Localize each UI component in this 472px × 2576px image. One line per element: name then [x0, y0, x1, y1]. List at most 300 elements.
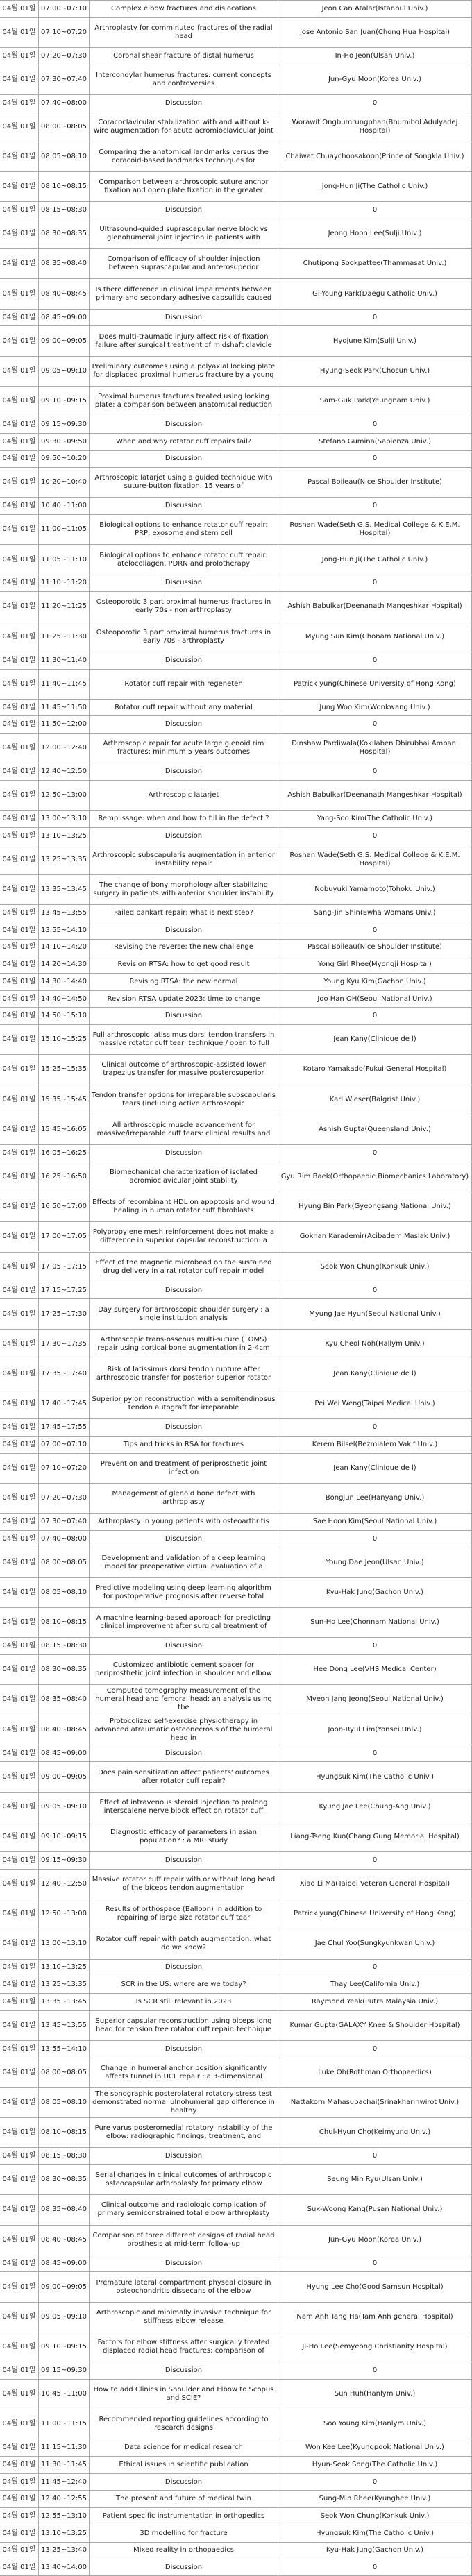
session-title: Diagnostic efficacy of parameters in asian population? : a MRI study — [89, 1822, 278, 1852]
session-date: 04월 01일 — [2, 1802, 36, 1811]
session-row — [0, 904, 472, 922]
session-row — [0, 544, 472, 574]
session-date: 04월 01일 — [2, 2235, 36, 2244]
session-speaker: Roshan Wade(Seth G.S. Medical College & K.E.M. Hospital) — [278, 845, 472, 874]
session-time: 17:40~17:45 — [38, 1389, 89, 1418]
session-title: Effect of the magnetic microbead on the sustained drug delivery in a rat rotator cuff repair model — [89, 1253, 278, 1282]
session-row — [0, 0, 472, 17]
session-title: Discussion — [89, 2559, 278, 2576]
session-speaker: 0 — [278, 1008, 472, 1024]
session-row — [0, 47, 472, 65]
session-speaker: Chul-Hyun Cho(Keimyung Univ.) — [278, 2118, 472, 2147]
session-speaker: Karl Wieser(Balgrist Univ.) — [278, 1085, 472, 1115]
session-title: Risk of latissimus dorsi tendon rupture after arthroscopic transfer for posterior superior rotator — [89, 1359, 278, 1389]
session-row — [0, 1548, 472, 1577]
session-date: 04월 01일 — [2, 2512, 36, 2520]
session-time: 08:00~08:05 — [38, 112, 89, 142]
session-title: Comparison of three different designs of radial head prosthesis at mid-term follow-up — [89, 2226, 278, 2255]
session-date: 04월 01일 — [2, 1494, 36, 1502]
session-speaker: 0 — [278, 2362, 472, 2379]
session-title: Discussion — [89, 2362, 278, 2379]
session-row — [0, 1282, 472, 1299]
session-row — [0, 845, 472, 874]
session-row — [0, 827, 472, 845]
session-date: 04월 01일 — [2, 977, 36, 985]
session-row — [0, 939, 472, 956]
session-title: Full arthroscopic latissimus dorsi tendon transfers in massive rotator cuff tear: technique / open to full — [89, 1025, 278, 1054]
session-speaker: 0 — [278, 716, 472, 733]
session-title: Discussion — [89, 310, 278, 326]
session-date: 04월 01일 — [2, 831, 36, 840]
session-speaker: Ji-Ho Lee(Semyeong Christianity Hospital) — [278, 2332, 472, 2362]
session-title: Failed bankart repair: what is next step? — [89, 905, 278, 922]
session-row — [0, 2409, 472, 2439]
session-date: 04월 01일 — [2, 1749, 36, 1757]
session-date: 04월 01일 — [2, 1997, 36, 2006]
session-title: Discussion — [89, 498, 278, 514]
session-speaker: Stefano Gumina(Sapienza Univ.) — [278, 434, 472, 450]
session-time: 07:40~08:00 — [38, 95, 89, 112]
session-date: 04월 01일 — [2, 994, 36, 1003]
session-date: 04월 01일 — [2, 1940, 36, 1948]
session-title: Discussion — [89, 1531, 278, 1548]
session-title: Discussion — [89, 416, 278, 433]
session-row — [0, 652, 472, 669]
session-date: 04월 01일 — [2, 2389, 36, 2398]
session-time: 11:15~11:30 — [38, 2439, 89, 2456]
session-time: 13:55~14:10 — [38, 2041, 89, 2058]
session-speaker: Raymond Yeak(Putra Malaysia Univ.) — [278, 1994, 472, 2010]
session-speaker: Young Kyu Kim(Gachon Univ.) — [278, 974, 472, 990]
session-title: Discussion — [89, 1960, 278, 1976]
session-title: Clinical outcome of arthroscopic-assisted lower trapezius transfer for massive posterosuperior — [89, 1055, 278, 1084]
session-date: 04월 01일 — [2, 855, 36, 863]
session-time: 08:35~08:40 — [38, 1685, 89, 1714]
session-time: 08:00~08:05 — [38, 1548, 89, 1577]
session-title: Discussion — [89, 202, 278, 219]
session-date: 04월 01일 — [2, 602, 36, 611]
session-title: Revising RTSA: the new normal — [89, 974, 278, 990]
session-time: 11:05~11:10 — [38, 545, 89, 574]
session-time: 09:10~09:15 — [38, 1822, 89, 1852]
session-title: Discussion — [89, 2041, 278, 2058]
session-speaker: Kyu Cheol Noh(Hallym Univ.) — [278, 1330, 472, 1359]
session-time: 10:20~10:40 — [38, 468, 89, 497]
session-title: Predictive modeling using deep learning algorithm for postoperative prognosis after reverse total — [89, 1578, 278, 1607]
session-time: 12:55~13:10 — [38, 2508, 89, 2525]
session-time: 14:40~14:50 — [38, 991, 89, 1008]
session-time: 08:35~08:40 — [38, 2195, 89, 2224]
session-title: Comparison of efficacy of shoulder injection between suprascapular and anterosuperior — [89, 249, 278, 278]
session-row — [0, 1144, 472, 1162]
session-title: Biological options to enhance rotator cuff repair: PRP, exosome and stem cell — [89, 515, 278, 544]
session-date: 04월 01일 — [2, 2529, 36, 2537]
session-row — [0, 1899, 472, 1929]
session-row — [0, 1822, 472, 1852]
session-row — [0, 1054, 472, 1084]
session-title: Complex elbow fractures and dislocations — [89, 1, 278, 17]
session-time: 17:05~17:15 — [38, 1253, 89, 1282]
session-time: 09:30~09:50 — [38, 434, 89, 450]
session-date: 04월 01일 — [2, 2564, 36, 2572]
session-row — [0, 142, 472, 171]
session-title: Arthroscopic trans-osseous multi-suture (TOMS) repair using cortical bone augmentation in 2-4cm — [89, 1330, 278, 1359]
session-title: Tendon transfer options for irreparable subscapularis tears (including active arthroscopic — [89, 1085, 278, 1115]
session-date: 04월 01일 — [2, 1963, 36, 1972]
session-title: Is there difference in clinical impairments between primary and secondary adhesive capsulitis caused — [89, 279, 278, 308]
session-title: Discussion — [89, 716, 278, 733]
session-time: 12:50~13:00 — [38, 781, 89, 810]
session-title: Osteoporotic 3 part proximal humerus fractures in early 70s - arthroplasty — [89, 622, 278, 652]
session-speaker: Pei Wei Weng(Taipei Medical Univ.) — [278, 1389, 472, 1418]
session-row — [0, 1869, 472, 1899]
session-title: Superior pylon reconstruction with a semitendinosus tendon autograft for irreparable — [89, 1389, 278, 1418]
session-time: 12:40~12:50 — [38, 763, 89, 780]
session-row — [0, 990, 472, 1008]
session-time: 07:30~07:40 — [38, 1514, 89, 1530]
session-time: 13:10~13:25 — [38, 2525, 89, 2542]
session-speaker: Jun-Gyu Moon(Korea Univ.) — [278, 65, 472, 94]
session-speaker: Young Dae Jeon(Ulsan Univ.) — [278, 1548, 472, 1577]
session-date: 04월 01일 — [2, 720, 36, 729]
session-time: 17:30~17:35 — [38, 1330, 89, 1359]
session-speaker: 0 — [278, 2559, 472, 2576]
session-time: 08:05~08:10 — [38, 1578, 89, 1607]
session-time: 17:00~17:05 — [38, 1222, 89, 1251]
session-speaker: Joo Han OH(Seoul National Univ.) — [278, 991, 472, 1008]
session-row — [0, 325, 472, 355]
session-speaker: Nam Anh Tang Ha(Tam Anh general Hospital) — [278, 2303, 472, 2332]
session-title: Discussion — [89, 1282, 278, 1299]
session-time: 13:10~13:25 — [38, 828, 89, 845]
session-row — [0, 733, 472, 763]
session-row — [0, 1115, 472, 1144]
session-time: 16:05~16:25 — [38, 1145, 89, 1162]
session-title: Patient specific instrumentation in orthopedics — [89, 2508, 278, 2525]
session-title: SCR in the US: where are we today? — [89, 1976, 278, 1993]
session-speaker: 0 — [278, 828, 472, 845]
session-time: 09:00~09:05 — [38, 2272, 89, 2301]
session-title: Polypropylene mesh reinforcement does not make a difference in superior capsular reconstruction: a — [89, 1222, 278, 1251]
session-date: 04월 01일 — [2, 2282, 36, 2291]
session-speaker: Sun Huh(Hanlym Univ.) — [278, 2380, 472, 2409]
session-date: 04월 01일 — [2, 886, 36, 894]
session-time: 08:35~08:40 — [38, 249, 89, 278]
session-speaker: Seung Min Ryu(Ulsan Univ.) — [278, 2165, 472, 2194]
session-date: 04월 01일 — [2, 28, 36, 36]
session-title: The present and future of medical twin — [89, 2491, 278, 2507]
session-date: 04월 01일 — [2, 183, 36, 191]
session-speaker: Sam-Guk Park(Yeungnam Univ.) — [278, 387, 472, 416]
session-date: 04월 01일 — [2, 1618, 36, 1627]
session-time: 14:30~14:40 — [38, 974, 89, 990]
session-speaker: Yong Girl Rhee(Myongji Hospital) — [278, 956, 472, 973]
session-time: 07:10~07:20 — [38, 1454, 89, 1483]
session-time: 11:00~11:15 — [38, 2409, 89, 2439]
session-row — [0, 1745, 472, 1762]
session-date: 04월 01일 — [2, 1370, 36, 1378]
session-date: 04월 01일 — [2, 366, 36, 375]
session-date: 04월 01일 — [2, 768, 36, 776]
session-speaker: Ashish Babulkar(Deenanath Mangeshkar Hospital) — [278, 781, 472, 810]
session-title: Discussion — [89, 922, 278, 939]
session-date: 04월 01일 — [2, 943, 36, 951]
session-time: 09:00~09:05 — [38, 326, 89, 355]
session-row — [0, 2490, 472, 2507]
session-title: Rotator cuff repair without any material — [89, 700, 278, 716]
session-time: 09:10~09:15 — [38, 387, 89, 416]
session-row — [0, 973, 472, 990]
session-time: 08:30~08:35 — [38, 219, 89, 248]
session-title: Discussion — [89, 2474, 278, 2491]
session-time: 11:50~12:00 — [38, 716, 89, 733]
session-speaker: Hyung Bin Park(Gyeongsang National Univ.) — [278, 1192, 472, 1221]
session-date: 04월 01일 — [2, 926, 36, 934]
session-row — [0, 2362, 472, 2379]
session-title: Discussion — [89, 763, 278, 780]
session-title: Osteoporotic 3 part proximal humerus fractures in early 70s - non arthroplasty — [89, 592, 278, 621]
session-title: Serial changes in clinical outcomes of arthroscopic osteocapsular arthroplasty for primary elbow — [89, 2165, 278, 2194]
session-date: 04월 01일 — [2, 2259, 36, 2267]
session-speaker: 0 — [278, 1852, 472, 1869]
session-row — [0, 356, 472, 386]
session-speaker: Luke Oh(Rothman Orthopaedics) — [278, 2058, 472, 2087]
session-title: Is SCR still relevant in 2023 — [89, 1994, 278, 2010]
session-date: 04월 01일 — [2, 1423, 36, 1432]
session-speaker: 0 — [278, 1282, 472, 1299]
session-date: 04월 01일 — [2, 1065, 36, 1074]
session-time: 16:25~16:50 — [38, 1162, 89, 1192]
session-row — [0, 112, 472, 142]
session-date: 04월 01일 — [2, 1400, 36, 1408]
session-date: 04월 01일 — [2, 815, 36, 823]
session-time: 08:40~08:45 — [38, 279, 89, 308]
session-title: Clinical outcome and radiologic complication of primary semiconstrained total elbow arthroplasty — [89, 2195, 278, 2224]
session-row — [0, 248, 472, 278]
session-row — [0, 874, 472, 904]
session-date: 04월 01일 — [2, 152, 36, 160]
session-speaker: Jong-Hun Ji(The Catholic Univ.) — [278, 172, 472, 201]
session-title: Discussion — [89, 1852, 278, 1869]
session-row — [0, 1221, 472, 1251]
session-date: 04월 01일 — [2, 396, 36, 405]
session-date: 04월 01일 — [2, 1558, 36, 1566]
session-speaker: Kerem Bilsel(Bezmialem Vakif Univ.) — [278, 1437, 472, 1453]
session-time: 12:40~12:50 — [38, 1870, 89, 1899]
session-row — [0, 94, 472, 112]
session-date: 04월 01일 — [2, 230, 36, 238]
session-speaker: Myeon Jang Jeong(Seoul National Univ.) — [278, 1685, 472, 1714]
session-date: 04월 01일 — [2, 437, 36, 446]
session-speaker: 0 — [278, 575, 472, 592]
session-speaker: 0 — [278, 498, 472, 514]
session-row — [0, 416, 472, 433]
session-date: 04월 01일 — [2, 2021, 36, 2029]
session-date: 04월 01일 — [2, 1339, 36, 1348]
session-speaker: Kyu-Hak Jung(Gachon Univ.) — [278, 1578, 472, 1607]
session-row — [0, 810, 472, 827]
session-row — [0, 956, 472, 973]
session-time: 09:00~09:05 — [38, 1762, 89, 1791]
session-time: 08:10~08:15 — [38, 2118, 89, 2147]
session-row — [0, 497, 472, 514]
session-date: 04월 01일 — [2, 2477, 36, 2486]
session-speaker: Sun-Ho Lee(Chonnam National Univ.) — [278, 1608, 472, 1637]
session-date: 04월 01일 — [2, 2205, 36, 2214]
session-row — [0, 2379, 472, 2409]
session-row — [0, 2164, 472, 2194]
session-row — [0, 2147, 472, 2164]
session-row — [0, 1684, 472, 1714]
session-title: Factors for elbow stiffness after surgically treated displaced radial head fractures: comparison of — [89, 2332, 278, 2362]
session-title: Comparison between arthroscopic suture anchor fixation and open plate fixation in the greater — [89, 172, 278, 201]
session-row — [0, 780, 472, 810]
session-date: 04월 01일 — [2, 960, 36, 969]
session-date: 04월 01일 — [2, 1588, 36, 1597]
session-row — [0, 2507, 472, 2525]
session-speaker: Liang-Tseng Kuo(Chang Gung Memorial Hospital) — [278, 1822, 472, 1852]
session-date: 04월 01일 — [2, 260, 36, 268]
session-row — [0, 1453, 472, 1483]
session-row — [0, 622, 472, 652]
session-row — [0, 2058, 472, 2087]
session-title: The change of bony morphology after stabilizing surgery in patients with anterior shoulder instability — [89, 875, 278, 904]
session-date: 04월 01일 — [2, 1695, 36, 1704]
session-date: 04월 01일 — [2, 1172, 36, 1180]
session-row — [0, 1959, 472, 1976]
session-speaker: In-Ho Jeon(Ulsan Univ.) — [278, 48, 472, 65]
session-time: 08:05~08:10 — [38, 142, 89, 171]
session-speaker: Yang-Soo Kim(The Catholic Univ.) — [278, 811, 472, 827]
session-speaker: 0 — [278, 922, 472, 939]
session-time: 08:10~08:15 — [38, 1608, 89, 1637]
session-time: 10:45~11:00 — [38, 2380, 89, 2409]
session-speaker: 0 — [278, 652, 472, 669]
session-time: 13:25~13:35 — [38, 845, 89, 874]
session-row — [0, 1577, 472, 1607]
session-title: Ethical issues in scientific publication — [89, 2457, 278, 2473]
session-date: 04월 01일 — [2, 703, 36, 711]
session-date: 04월 01일 — [2, 206, 36, 214]
session-title: Remplissage: when and how to fill in the defect ? — [89, 811, 278, 827]
session-time: 15:35~15:45 — [38, 1085, 89, 1115]
session-time: 09:50~10:20 — [38, 451, 89, 468]
session-title: A machine learning-based approach for predicting clinical improvement after surgical treatment of — [89, 1608, 278, 1637]
session-title: Arthroscopic subscapularis augmentation in anterior instability repair — [89, 845, 278, 874]
session-title: Preliminary outcomes using a polyaxial locking plate for displaced proximal humerus fracture by a young — [89, 357, 278, 386]
session-speaker: 0 — [278, 2474, 472, 2491]
session-date: 04월 01일 — [2, 2343, 36, 2351]
session-time: 08:00~08:05 — [38, 2058, 89, 2087]
session-time: 15:45~16:05 — [38, 1115, 89, 1144]
session-time: 08:15~08:30 — [38, 2148, 89, 2164]
session-speaker: Chutipong Sookpattee(Thammasat Univ.) — [278, 249, 472, 278]
session-speaker: 0 — [278, 763, 472, 780]
session-time: 07:40~08:00 — [38, 1531, 89, 1548]
session-speaker: 0 — [278, 310, 472, 326]
session-speaker: Jong-Hun Ji(The Catholic Univ.) — [278, 545, 472, 574]
session-speaker: Hee Dong Lee(VHS Medical Center) — [278, 1655, 472, 1684]
session-date: 04월 01일 — [2, 2068, 36, 2076]
session-title: Data science for medical research — [89, 2439, 278, 2456]
session-speaker: Worawit Ongbumrungphan(Bhumibol Adulyadej Hospital) — [278, 112, 472, 142]
session-row — [0, 2255, 472, 2272]
session-title: Results of orthospace (Balloon) in addition to repairing of large size rotator cuff tear — [89, 1899, 278, 1929]
session-date: 04월 01일 — [2, 289, 36, 298]
session-speaker: Suk-Woong Kang(Pusan National Univ.) — [278, 2195, 472, 2224]
session-speaker: Nattakorn Mahasupachai(Srinakharinwirot Univ.) — [278, 2088, 472, 2117]
session-date: 04월 01일 — [2, 1125, 36, 1133]
session-title: Revision RTSA: how to get good result — [89, 956, 278, 973]
session-date: 04월 01일 — [2, 51, 36, 60]
session-speaker: Hyungsuk Kim(The Catholic Univ.) — [278, 1762, 472, 1791]
session-date: 04월 01일 — [2, 1310, 36, 1318]
session-title: Arthroscopic repair for acute large glenoid rim fractures: minimum 5 years outcomes — [89, 734, 278, 763]
session-speaker: Patrick yung(Chinese University of Hong Kong) — [278, 670, 472, 699]
session-time: 09:15~09:30 — [38, 416, 89, 433]
session-row — [0, 65, 472, 94]
session-speaker: Nobuyuki Yamamoto(Tohoku Univ.) — [278, 875, 472, 904]
session-title: Does pain sensitization affect patients' outcomes after rotator cuff repair? — [89, 1762, 278, 1791]
session-title: Biological options to enhance rotator cuff repair: atelocollagen, PDRN and prolotherapy — [89, 545, 278, 574]
session-row — [0, 1513, 472, 1530]
session-time: 13:40~14:00 — [38, 2559, 89, 2576]
session-speaker: 0 — [278, 2148, 472, 2164]
session-speaker: Bongjun Lee(Hanyang Univ.) — [278, 1484, 472, 1513]
session-row — [0, 1192, 472, 1221]
session-title: All arthroscopic muscle advancement for massive/irreparable cuff tears: clinical results and — [89, 1115, 278, 1144]
session-time: 13:55~14:10 — [38, 922, 89, 939]
session-row — [0, 1976, 472, 1993]
session-date: 04월 01일 — [2, 2312, 36, 2321]
session-title: Mixed reality in orthopaedics — [89, 2543, 278, 2559]
session-row — [0, 1852, 472, 1869]
session-time: 13:25~13:40 — [38, 2543, 89, 2559]
session-date: 04월 01일 — [2, 1981, 36, 1989]
session-row — [0, 1530, 472, 1548]
session-speaker: Jae Chul Yoo(Sungkyunkwan Univ.) — [278, 1929, 472, 1958]
session-row — [0, 1298, 472, 1328]
session-row — [0, 2542, 472, 2559]
session-speaker: Seok Won Chung(Konkuk Univ.) — [278, 1253, 472, 1282]
session-row — [0, 1792, 472, 1822]
session-title: Management of glenoid bone defect with arthroplasty — [89, 1484, 278, 1513]
session-row — [0, 433, 472, 450]
session-title: Effects of recombinant HDL on apoptosis and wound healing in human rotator cuff fibroblasts — [89, 1192, 278, 1221]
session-row — [0, 2525, 472, 2542]
session-time: 11:20~11:25 — [38, 592, 89, 621]
session-speaker: 0 — [278, 1531, 472, 1548]
session-date: 04월 01일 — [2, 632, 36, 641]
session-speaker: Jeon Can Atalar(Istanbul Univ.) — [278, 1, 472, 17]
session-speaker: Dinshaw Pardiwala(Kokilaben Dhirubhai Ambani Hospital) — [278, 734, 472, 763]
session-title: How to add Clinics in Shoulder and Elbow to Scopus and SCIE? — [89, 2380, 278, 2409]
session-date: 04월 01일 — [2, 1012, 36, 1020]
session-date: 04월 01일 — [2, 2495, 36, 2503]
session-date: 04월 01일 — [2, 1880, 36, 1888]
session-date: 04월 01일 — [2, 337, 36, 345]
session-title: Coracoclavicular stabilization with and without k-wire augmentation for acute acromioclavicular joint — [89, 112, 278, 142]
session-date: 04월 01일 — [2, 1833, 36, 1841]
session-row — [0, 2473, 472, 2491]
session-time: 09:05~09:10 — [38, 2303, 89, 2332]
session-date: 04월 01일 — [2, 2420, 36, 2428]
session-time: 11:10~11:20 — [38, 575, 89, 592]
session-time: 07:10~07:20 — [38, 18, 89, 47]
session-date: 04월 01일 — [2, 502, 36, 510]
session-row — [0, 1418, 472, 1436]
session-speaker: Seok Won Chung(Konkuk Univ.) — [278, 2508, 472, 2525]
